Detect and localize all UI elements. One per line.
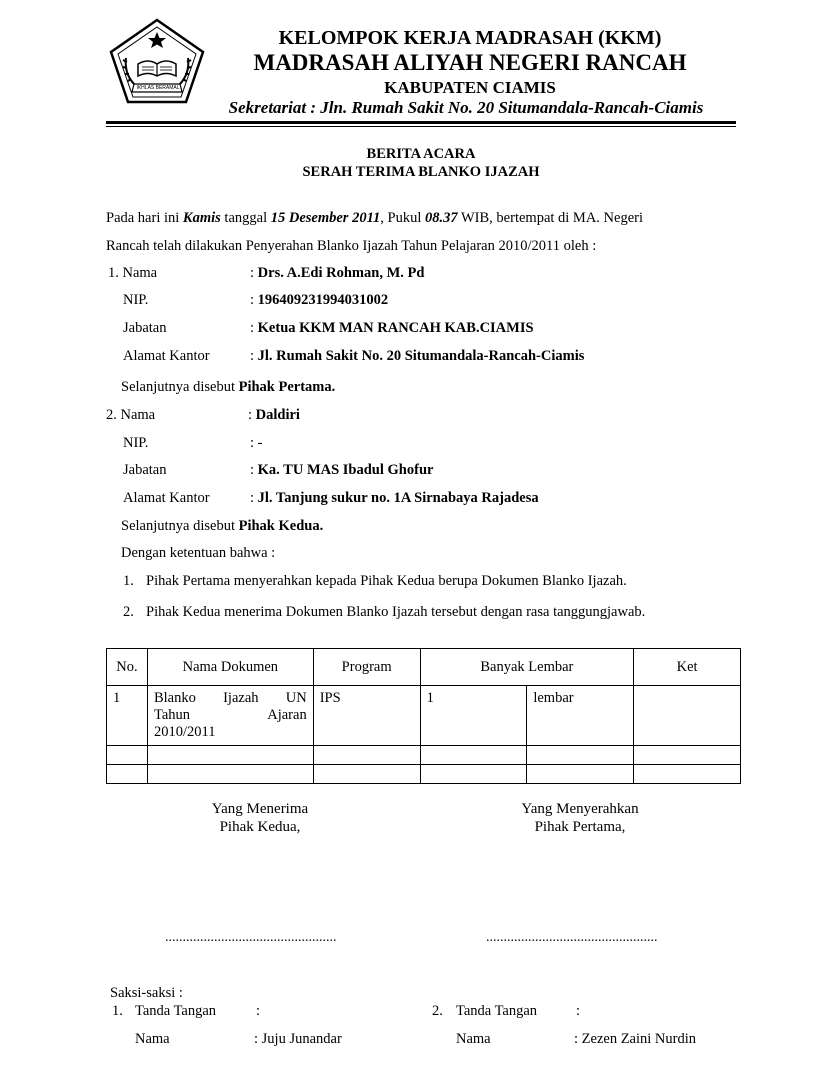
table-row xyxy=(107,686,741,746)
witness1-ttd-label: Tanda Tangan xyxy=(135,1003,217,1019)
party2-alamat-label: Alamat Kantor xyxy=(123,490,210,506)
document-subtitle: SERAH TERIMA BLANKO IJAZAH xyxy=(302,164,540,180)
table-header: Nama Dokumen xyxy=(147,649,313,686)
intro-day: Kamis xyxy=(182,210,221,226)
party2-jabatan-value: : Ka. TU MAS Ibadul Ghofur xyxy=(250,462,434,478)
party2-alamat: Jl. Tanjung sukur no. 1A Sirnabaya Rajadesa xyxy=(257,490,539,506)
party2-nama-value: : Daldiri xyxy=(248,407,300,423)
intro-text-b: tanggal xyxy=(224,210,268,226)
header-org-name: KELOMPOK KERJA MADRASAH (KKM) xyxy=(278,27,662,49)
party1-nama-value: : Drs. A.Edi Rohman, M. Pd xyxy=(250,265,425,281)
party1-jabatan: Ketua KKM MAN RANCAH KAB.CIAMIS xyxy=(257,320,534,336)
witness2-num: 2. xyxy=(432,1003,443,1019)
party1-alamat: Jl. Rumah Sakit No. 20 Situmandala-Rancah-Ciamis xyxy=(257,348,585,364)
party1-sebut-text: Selanjutnya disebut xyxy=(121,379,235,395)
ketentuan-item-text: Pihak Kedua menerima Dokumen Blanko Ijazah tersebut dengan rasa tanggungjawab. xyxy=(146,604,646,620)
header-divider xyxy=(106,121,736,124)
table-header: Banyak Lembar xyxy=(420,649,634,686)
header-school-name: MADRASAH ALIYAH NEGERI RANCAH xyxy=(253,50,687,75)
party1-sebut-role: Pihak Pertama. xyxy=(238,379,336,395)
party2-nip: - xyxy=(257,435,263,451)
table-row-empty xyxy=(107,746,741,765)
party2-nama-label: 2. Nama xyxy=(106,407,156,423)
signature-right-line: ................................................. xyxy=(486,930,658,945)
signature-left-role: Pihak Kedua, xyxy=(219,819,301,835)
table-cell-nama-line2: Tahun Ajaran xyxy=(153,707,307,723)
table-cell-ket xyxy=(634,686,741,746)
signature-left-title: Yang Menerima xyxy=(211,801,309,817)
table-header-row xyxy=(107,649,741,686)
table-cell-satuan: lembar xyxy=(527,686,634,746)
table-cell-no: 1 xyxy=(107,686,148,746)
party2-jabatan-label: Jabatan xyxy=(123,462,167,478)
party1-jabatan-value: : Ketua KKM MAN RANCAH KAB.CIAMIS xyxy=(250,320,534,336)
document-table xyxy=(106,648,741,784)
party2-nip-value: : - xyxy=(250,435,263,451)
witness2-ttd-label: Tanda Tangan xyxy=(456,1003,538,1019)
table-cell-nama xyxy=(147,686,313,746)
witness-title: Saksi-saksi : xyxy=(110,985,183,1001)
witness1-nama-label: Nama xyxy=(135,1031,170,1047)
table-header: Program xyxy=(313,649,420,686)
table-row-empty xyxy=(107,765,741,784)
party1-alamat-value: : Jl. Rumah Sakit No. 20 Situmandala-Rancah-Ciamis xyxy=(250,348,585,364)
table-header: No. xyxy=(107,649,148,686)
party2-sebut-role: Pihak Kedua. xyxy=(238,518,324,534)
party1-nama-label: 1. Nama xyxy=(108,265,158,281)
intro-line-2: Rancah telah dilakukan Penyerahan Blanko Ijazah Tahun Pelajaran 2010/2011 oleh : xyxy=(106,238,597,254)
table-cell-program: IPS xyxy=(313,686,420,746)
witness2-ttd-colon: : xyxy=(576,1003,581,1019)
signature-left-line: ................................................. xyxy=(165,930,337,945)
ketentuan-item-num: 2. xyxy=(123,604,134,620)
signature-right-role: Pihak Pertama, xyxy=(534,819,626,835)
party1-nama: Drs. A.Edi Rohman, M. Pd xyxy=(257,265,425,281)
party1-jabatan-label: Jabatan xyxy=(123,320,167,336)
witness1-nama: : Juju Junandar xyxy=(254,1031,342,1047)
party2-nama: Daldiri xyxy=(255,407,300,423)
document-title: BERITA ACARA xyxy=(366,146,476,162)
header-regency: KABUPATEN CIAMIS xyxy=(384,78,556,97)
ketentuan-item-num: 1. xyxy=(123,573,134,589)
witness1-ttd-colon: : xyxy=(256,1003,261,1019)
table-header: Ket xyxy=(634,649,741,686)
table-cell-nama-line3: 2010/2011 xyxy=(153,724,216,740)
party2-sebut-text: Selanjutnya disebut xyxy=(121,518,235,534)
ketentuan-item-text: Pihak Pertama menyerahkan kepada Pihak Kedua berupa Dokumen Blanko Ijazah. xyxy=(146,573,627,589)
witness2-nama-label: Nama xyxy=(456,1031,491,1047)
party1-nip-value: : 196409231994031002 xyxy=(250,292,389,308)
intro-line-1 xyxy=(106,210,736,227)
party2-alamat-value: : Jl. Tanjung sukur no. 1A Sirnabaya Rajadesa xyxy=(250,490,539,506)
ketentuan-intro: Dengan ketentuan bahwa : xyxy=(121,545,276,561)
party2-designation xyxy=(121,518,323,535)
party1-alamat-label: Alamat Kantor xyxy=(123,348,210,364)
signature-right-title: Yang Menyerahkan xyxy=(521,801,639,817)
party2-jabatan: Ka. TU MAS Ibadul Ghofur xyxy=(257,462,434,478)
intro-date: 15 Desember 2011 xyxy=(270,210,381,226)
party2-nip-label: NIP. xyxy=(123,435,149,451)
intro-text-a: Pada hari ini xyxy=(106,210,180,226)
logo-motto: IKHLAS BERAMAL xyxy=(136,85,180,91)
witness2-nama: : Zezen Zaini Nurdin xyxy=(574,1031,696,1047)
witness1-num: 1. xyxy=(112,1003,123,1019)
header-divider-thin xyxy=(106,126,736,127)
party1-nip: 196409231994031002 xyxy=(257,292,389,308)
header-address: Sekretariat : Jln. Rumah Sakit No. 20 Situmandala-Rancah-Ciamis xyxy=(228,98,704,117)
table-cell-jumlah: 1 xyxy=(420,686,527,746)
party1-nip-label: NIP. xyxy=(123,292,149,308)
intro-text-c: , Pukul xyxy=(380,210,422,226)
party1-designation xyxy=(121,379,335,396)
intro-time: 08.37 xyxy=(425,210,458,226)
intro-text-d: WIB, bertempat di MA. Negeri xyxy=(461,210,644,226)
table-cell-nama-line1: Blanko Ijazah UN xyxy=(153,690,307,706)
